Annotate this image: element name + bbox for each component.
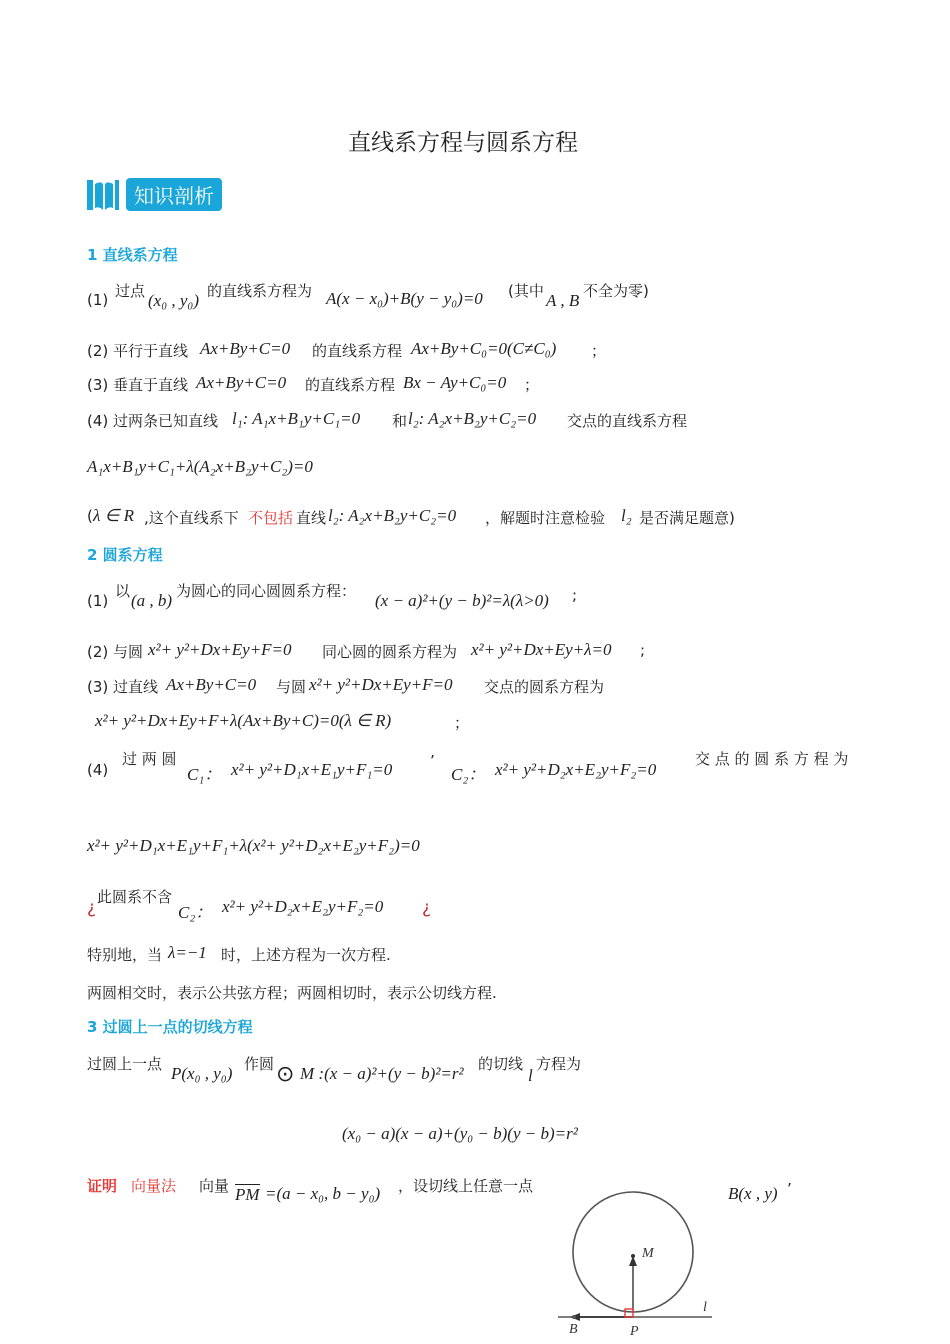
- section-3-heading: 3 过圆上一点的切线方程: [87, 1018, 253, 1036]
- s2-equation-4: x²+ y²+D₁x+E₁y+F₁+λ(x²+ y²+D₂x+E₂y+F₂)=0: [87, 836, 420, 855]
- s3-tangent-equation: (x₀ − a)(x − a)+(y₀ − b)(y − b)=r²: [342, 1124, 578, 1143]
- not-included-highlight: 不包括: [248, 509, 294, 527]
- circle-dot-icon: ⊙: [276, 1062, 295, 1087]
- section-1-heading: 1 直线系方程: [87, 246, 178, 264]
- tangent-figure: [550, 1190, 730, 1344]
- s2-note: 两圆相交时，表示公共弦方程；两圆相切时，表示公切线方程.: [87, 984, 497, 1002]
- point-b: [572, 1315, 576, 1319]
- section-2-heading: 2 圆系方程: [87, 546, 163, 564]
- vector-pm: PM: [235, 1185, 260, 1204]
- label-m: M: [642, 1246, 654, 1261]
- label-p: P: [630, 1324, 639, 1339]
- s1-equation-4: A₁x+B₁y+C₁+λ(A₂x+B₂y+C₂)=0: [87, 457, 313, 476]
- center-point: [631, 1254, 635, 1258]
- right-angle-marker: [625, 1309, 633, 1317]
- book-icon: [86, 178, 120, 214]
- badge-label: 知识剖析: [126, 178, 222, 211]
- label-l: l: [703, 1300, 707, 1315]
- label-b: B: [569, 1322, 578, 1337]
- page-title: 直线系方程与圆系方程: [348, 130, 578, 156]
